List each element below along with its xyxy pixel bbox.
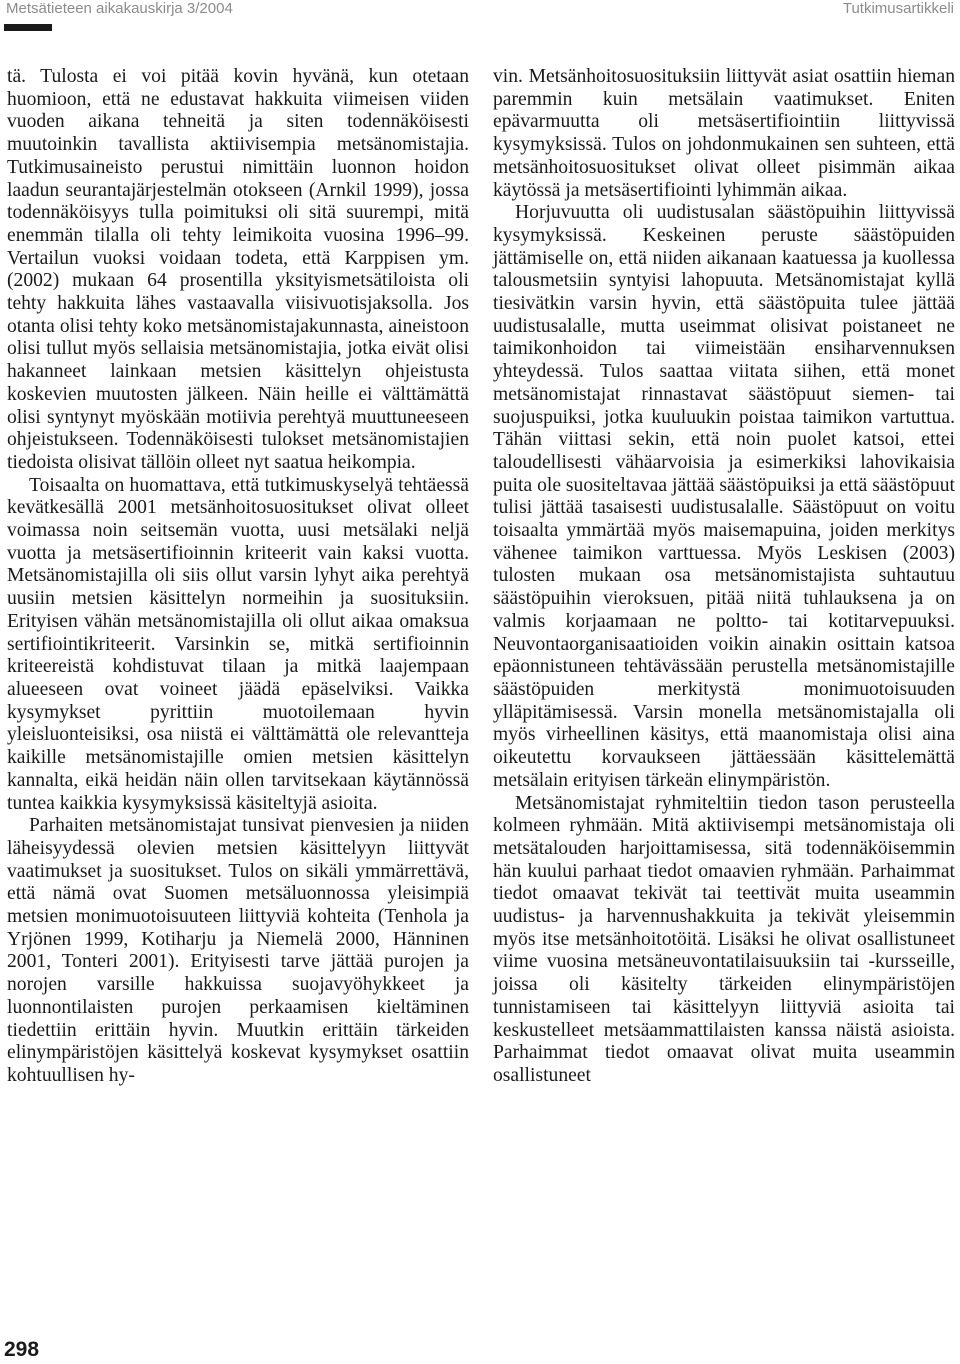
header-rule-mark xyxy=(4,24,52,31)
paragraph: Metsänomistajat ryhmiteltiin tiedon tason perusteella kolmeen ryhmään. Mitä aktiivisempi metsänomistaja oli metsätalouden harjoittamisessa, sitä todennäköisemmin hän kuului parhaat tiedot omaavien ryhmään. Parhaimmat tiedot omaavat tekivät tai teettivät muita useammin uudistus- ja harvennushakkuita ja tekivät yleisemmin myös itse metsänhoitotöitä. Lisäksi he olivat osallistuneet viime vuosina metsäneuvontatilaisuuksiin tai -kursseille, joissa oli käsitelty tärkeiden elinympäristöjen tunnistamiseen tai käsittelyyn liittyviä asioita tai keskustelleet metsäammattilaisten kanssa näistä asioista. Parhaimmat tiedot omaavat olivat muita useammin osallistuneet xyxy=(493,792,955,1086)
paragraph: Parhaiten metsänomistajat tunsivat pienvesien ja niiden läheisyydessä olevien metsien käsittelyyn liittyvät vaatimukset ja suositukset. Tulos on sikäli ymmärrettävä, että nämä ovat Suomen metsäluonnossa yleisimpiä metsien monimuotoisuuteen liittyviä kohteita (Tenhola ja Yrjönen 1999, Kotiharju ja Niemelä 2000, Hänninen 2001, Tonteri 2001). Erityisesti tarve jättää purojen ja norojen varsille hakkuissa suojavyöhykkeet ja luonnontilaisten purojen perkaamisen kieltäminen tiedettiin erittäin hyvin. Muutkin erittäin tärkeiden elinympäristöjen käsittelyä koskevat kysymykset osattiin kohtuullisen hy- xyxy=(7,815,469,1086)
running-header xyxy=(0,0,960,22)
article-type: Tutkimusartikkeli xyxy=(842,0,954,17)
right-column xyxy=(493,66,955,1088)
page-number: 298 xyxy=(4,1338,40,1361)
left-column xyxy=(7,66,469,1088)
paragraph: vin. Metsänhoitosuosituksiin liittyvät asiat osattiin hieman paremmin kuin metsälain vaatimukset. Eniten epävarmuutta oli metsäsertifiointiin liittyvissä kysymyksissä. Tulos on johdonmukainen sen suhteen, että metsänhoitosuositukset olivat olleet pisimmän aikaa käytössä ja metsäsertifiointi lyhimmän aikaa. xyxy=(493,66,955,201)
paragraph: Horjuvuutta oli uudistusalan säästöpuihin liittyvissä kysymyksissä. Keskeinen peruste säästöpuiden jättämiselle on, että niiden aikanaan kaatuessa ja kuollessa talousmetsiin syntyisi lahopuuta. Metsänomistajat kyllä tiesivätkin varsin hyvin, että säästöpuita tulee jättää uudistusalalle, mutta useimmat olisivat poistaneet ne taimikonhoidon tai viimeistään ensiharvennuksen yhteydessä. Tulos saattaa viitata siihen, että monet metsänomistajat rinnastavat säästöpuut siemen- tai suojuspuiksi, jotka kuuluukin poistaa taimikon vartuttua. Tähän viittasi sekin, että noin puolet katsoi, ettei taloudellisesti vähäarvoisia ja esimerkiksi lahovikaisia puita ole suositeltavaa jättää säästöpuiksi ja että säästöpuut tulisi jättää tasaisesti uudistusalalle. Säästöpuut on voitu toisaalta ymmärtää myös maisemapuina, joiden merkitys vähenee taimikon varttuessa. Myös Leskisen (2003) tulosten mukaan osa metsänomistajista suhtautuu säästöpuihin vieroksuen, pitää niitä tuhlauksena ja on valmis korjaamaan ne poltto- tai kotitarvepuuksi. Neuvontaorganisaatioiden voikin ainakin osittain katsoa epäonnistuneen tehtävässään perustella metsänomistajille säästöpuiden merkitystä monimuotoisuuden ylläpitämisessä. Varsin monella metsänomistajalla oli myös virheellinen käsitys, että maanomistaja olisi aina oikeutettu korvaukseen jättäessään käsittelemättä metsälain erityisen tärkeän elinympäristön. xyxy=(493,202,955,791)
paragraph: tä. Tulosta ei voi pitää kovin hyvänä, kun otetaan huomioon, että ne edustavat hakkuita viimeisen viiden vuoden aikana tehneitä ja siten todennäköisesti muutoinkin tavallista aktiivisempia metsänomistajia. Tutkimusaineisto perustui nimittäin luonnon hoidon laadun seurantajärjestelmän otokseen (Arnkil 1999), jossa todennäköisyys tulla poimituksi oli sitä suurempi, mitä enemmän tilalla oli tehty leimikoita vuosina 1996–99. Vertailun vuoksi voidaan todeta, että Karppisen ym. (2002) mukaan 64 prosentilla yksityismetsätiloista oli tehty hakkuita lähes vastaavalla viisivuotisjaksolla. Jos otanta olisi tehty koko metsänomistajakunnasta, aineistoon olisi tullut myös sellaisia metsänomistajia, jotka eivät olisi hakanneet lainkaan metsien käsittelyn ohjeistusta koskevien muutosten jälkeen. Näin heille ei välttämättä olisi syntynyt myöskään motiivia perehtyä muuttuneeseen ohjeistukseen. Todennäköisesti tulokset metsänomistajien tiedoista olisivat tällöin olleet nyt saatua heikompia. xyxy=(7,66,469,473)
paragraph: Toisaalta on huomattava, että tutkimuskyselyä tehtäessä kevätkesällä 2001 metsänhoitosuositukset olivat olleet voimassa noin seitsemän vuotta, uusi metsälaki neljä vuotta ja metsäsertifioinnin kriteerit vain kaksi vuotta. Metsänomistajilla oli siis ollut varsin lyhyt aika perehtyä uusiin metsien käsittelyn normeihin ja suosituksiin. Erityisen vähän metsänomistajilla oli ollut aikaa omaksua sertifiointikriteerit. Varsinkin se, mitkä sertifioinnin kriteereistä kohdistuvat tilaan ja mitkä laajempaan alueeseen ovat voineet jäädä epäselviksi. Vaikka kysymykset pyrittiin muotoilemaan hyvin yleisluonteisiksi, osa niistä ei välttämättä ole relevantteja kaikille metsänomistajille omien metsien käsittelyn kannalta, eikä heidän näin ollen tarvitsekaan käytännössä tuntea kaikkia kysymyksissä käsiteltyjä asioita. xyxy=(7,474,469,814)
journal-title: Metsätieteen aikakauskirja 3/2004 xyxy=(6,0,233,17)
